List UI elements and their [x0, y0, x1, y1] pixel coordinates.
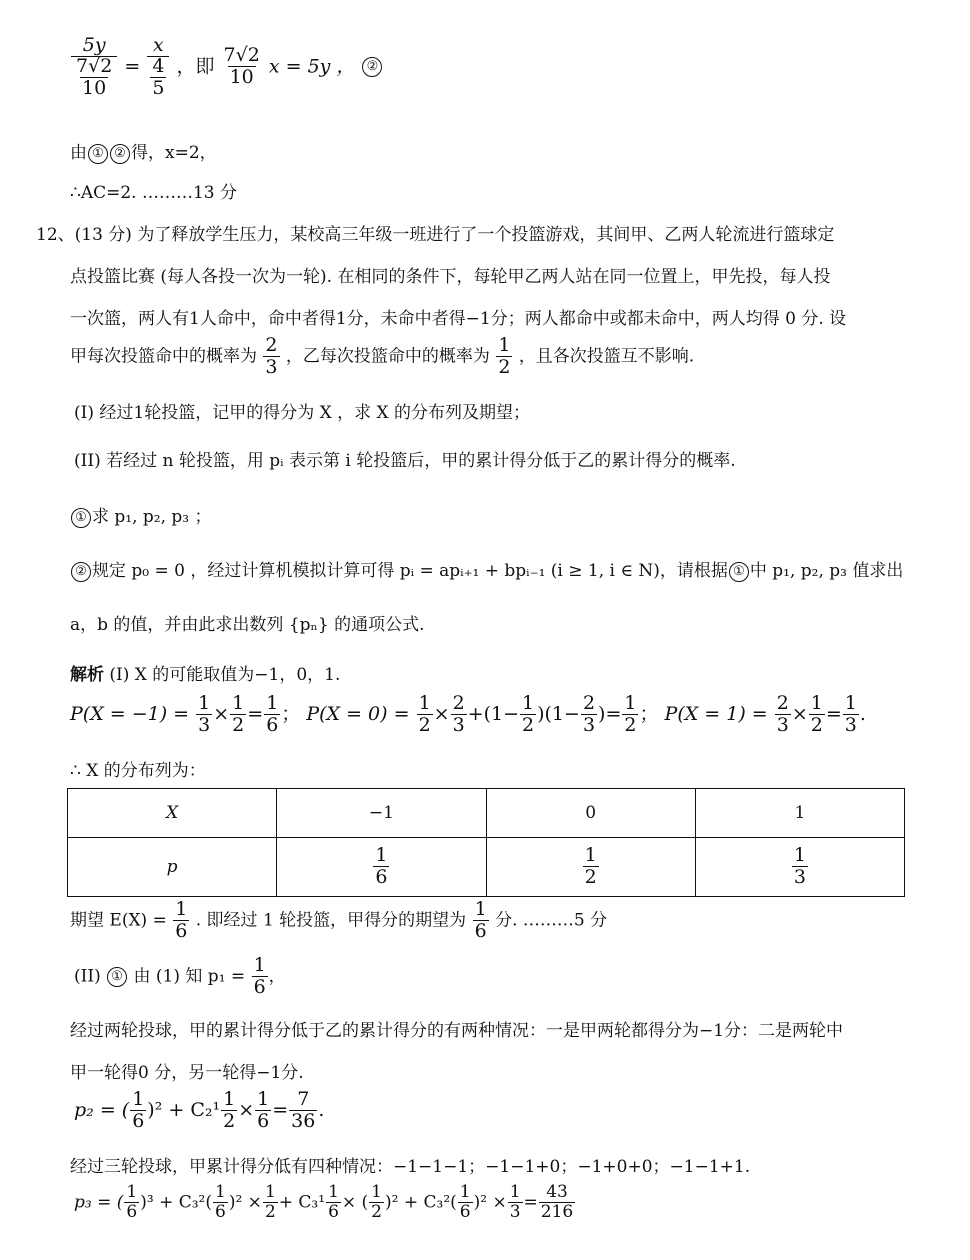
text: 分. ………5 分	[495, 910, 608, 931]
two-rounds-line-2: 甲一轮得0 分，另一轮得−1分.	[70, 1063, 304, 1083]
text: )³ + C₃²(	[140, 1192, 212, 1213]
denominator: 3	[452, 713, 465, 736]
text: p₃ = (	[74, 1192, 124, 1213]
text: 中 p₁, p₂, p₃ 值求出	[749, 561, 904, 581]
numerator: 2	[452, 692, 465, 714]
text: ×	[238, 1098, 255, 1121]
denominator: 6	[215, 1201, 226, 1222]
numerator: 1	[371, 1182, 382, 1202]
denominator: 3	[582, 713, 596, 736]
denominator: 6	[266, 713, 279, 736]
equals: =	[124, 55, 141, 78]
denominator: 2	[584, 866, 597, 889]
question-line-2: 点投篮比赛 (每人各投一次为一轮). 在相同的条件下，每轮甲乙两人站在同一位置上，甲先投，每人投	[70, 267, 831, 287]
table-cell: 0	[486, 789, 695, 838]
subitem-2	[70, 556, 903, 582]
text: P(X = −1) =	[70, 702, 190, 725]
numerator: 1	[624, 692, 637, 714]
circled-number: ①	[88, 144, 108, 164]
denominator: 10	[82, 76, 107, 99]
line-3: ∴AC=2. ………13 分	[70, 183, 238, 203]
text: ，即	[176, 55, 215, 78]
text: ，	[268, 966, 286, 987]
numerator: 2	[582, 692, 596, 714]
denominator: 36	[291, 1109, 316, 1132]
denominator: 6	[474, 919, 487, 942]
numerator: 1	[459, 1182, 471, 1202]
item-2: (II) 若经过 n 轮投篮，用 pᵢ 表示第 i 轮投篮后，甲的累计得分低于乙的累计得分的概率.	[74, 451, 736, 471]
numerator: 1	[375, 844, 388, 867]
denominator: 2	[624, 713, 637, 736]
table-cell	[695, 838, 904, 897]
table-cell	[486, 838, 695, 897]
denominator: 6	[175, 919, 188, 942]
numerator: 1	[844, 692, 857, 714]
table-row	[68, 838, 905, 897]
denominator: 3	[265, 355, 278, 378]
numerator: 1	[810, 692, 823, 714]
text: ，且各次投篮互不影响.	[518, 346, 695, 367]
circled-number: ①	[729, 562, 749, 582]
p3-equation	[74, 1184, 576, 1222]
numerator: 1	[266, 692, 279, 714]
text: 由	[70, 143, 87, 163]
numerator: 7	[297, 1088, 310, 1110]
text: ，乙每次投篮命中的概率为	[285, 346, 490, 367]
line-2	[70, 138, 217, 164]
two-rounds-line-1: 经过两轮投球，甲的累计得分低于乙的累计得分的有两种情况：一是甲两轮都得分为−1分：二是两轮中	[70, 1021, 844, 1041]
denominator: 3	[793, 866, 806, 889]
denominator: 6	[375, 866, 388, 889]
equation-line-1	[70, 36, 383, 99]
denominator: 216	[540, 1201, 574, 1222]
numerator: 5y	[82, 34, 106, 56]
denominator: 6	[132, 1109, 145, 1132]
circled-number: ①	[71, 508, 91, 528]
denominator: 2	[498, 355, 511, 378]
circled-number: ②	[362, 57, 382, 77]
circled-number: ②	[71, 562, 91, 582]
text: P(X = 0) =	[306, 702, 410, 725]
text: 甲每次投篮命中的概率为	[70, 346, 257, 367]
denominator: 2	[223, 1109, 236, 1132]
text: x = 5y ，	[268, 55, 356, 78]
text: )² + C₃²(	[385, 1192, 457, 1213]
numerator: 1	[509, 1182, 521, 1202]
solution-line-1	[70, 660, 340, 685]
denominator: 3	[509, 1201, 521, 1222]
table-cell: X	[68, 789, 277, 838]
table-cell: −1	[277, 789, 486, 838]
text: )² + C₂¹	[147, 1098, 221, 1121]
text: )² ×	[473, 1192, 507, 1213]
denominator: 2	[810, 713, 823, 736]
numerator: 2	[265, 334, 278, 356]
text: =	[523, 1192, 538, 1213]
numerator: 1	[232, 692, 245, 714]
denominator: 2	[232, 713, 245, 736]
numerator: 43	[546, 1182, 568, 1202]
numerator: 1	[175, 898, 188, 920]
text: . 即经过 1 轮投篮，甲得分的期望为	[195, 910, 467, 931]
numerator: 1	[264, 1182, 276, 1202]
denominator: 5	[152, 76, 165, 99]
numerator: 4	[152, 54, 165, 77]
denominator: 2	[264, 1201, 276, 1222]
numerator: 7√2	[76, 54, 113, 77]
text: =	[272, 1098, 289, 1121]
numerator: 1	[215, 1182, 226, 1202]
probability-line: P(X = −1) = $\frac{1}{3}$ × $\frac{1}{2}$ = $\frac{1}{6}$ ； P(X = 0) = $\frac{1}{2}$ × $\frac{2}{3}$ +(1− $\frac{1}{2}$ )(1− $\frac{2}{3}$ )= $\frac{1}{2}$ ； P(X = 1) = $\frac{2}{3}$ × $\frac{1}{2}$ = $\frac{1}{3}$ .	[70, 692, 866, 736]
text: )² ×	[228, 1192, 262, 1213]
circled-number: ②	[110, 144, 130, 164]
text: (II)	[74, 966, 101, 987]
solution-label: 解析	[70, 665, 104, 685]
three-rounds-line: 经过三轮投球，甲累计得分低有四种情况：−1−1−1；−1−1+0；−1+0+0；−1−1+1.	[70, 1157, 751, 1177]
circled-number: ①	[107, 967, 127, 987]
denominator: 6	[257, 1109, 270, 1132]
denominator: 3	[776, 713, 789, 736]
denominator: 6	[253, 975, 266, 998]
distribution-table	[67, 788, 905, 897]
table-cell: p	[68, 838, 277, 897]
numerator: 2	[776, 692, 789, 714]
table-row	[68, 789, 905, 838]
numerator: 1	[223, 1088, 236, 1110]
numerator: 1	[498, 334, 511, 356]
denominator: 3	[844, 713, 857, 736]
numerator: 1	[793, 844, 806, 867]
numerator: 7√2	[223, 44, 260, 67]
denominator: 6	[328, 1201, 339, 1222]
text: + C₃¹	[278, 1192, 326, 1213]
numerator: 1	[474, 898, 487, 920]
denominator: 2	[371, 1201, 382, 1222]
denominator	[71, 56, 117, 99]
text: p₂ = (	[74, 1098, 130, 1121]
text: 求 p₁, p₂, p₃ ；	[92, 507, 212, 527]
text: 由 (1) 知 p₁ =	[133, 966, 246, 987]
denominator: 6	[459, 1201, 471, 1222]
fraction	[222, 46, 262, 88]
text: 期望 E(X) =	[70, 910, 167, 931]
part-2-line	[74, 956, 286, 998]
fraction	[147, 36, 169, 99]
denominator: 2	[522, 713, 535, 736]
text: × (	[341, 1192, 369, 1213]
numerator: x	[153, 34, 164, 56]
expectation-line	[70, 900, 607, 942]
text: P(X = 1) =	[664, 702, 768, 725]
text: .	[318, 1098, 325, 1121]
question-line-4	[70, 336, 694, 378]
fraction	[71, 36, 117, 99]
numerator: 1	[522, 692, 535, 714]
numerator: 1	[198, 692, 211, 714]
denominator: 6	[126, 1201, 138, 1222]
numerator: 1	[328, 1182, 339, 1202]
denominator: 3	[198, 713, 211, 736]
numerator: 1	[418, 692, 431, 714]
text: (I) X 的可能取值为−1，0，1.	[109, 665, 341, 685]
denominator	[147, 56, 169, 99]
numerator: 1	[253, 954, 266, 976]
subitem-1	[70, 502, 212, 528]
p2-equation	[74, 1090, 324, 1132]
item-1: (I) 经过1轮投篮，记甲的得分为 X ，求 X 的分布列及期望；	[74, 403, 531, 423]
numerator: 1	[257, 1088, 270, 1110]
numerator: 1	[126, 1182, 138, 1202]
table-cell	[277, 838, 486, 897]
denominator: 2	[418, 713, 431, 736]
numerator: 1	[584, 844, 597, 867]
question-line-1: 12、(13 分) 为了释放学生压力，某校高三年级一班进行了一个投篮游戏，其间甲、乙两人轮流进行篮球定	[36, 225, 835, 245]
subitem-2-cont: a，b 的值，并由此求出数列 {pₙ} 的通项公式.	[70, 615, 425, 635]
text: 规定 p₀ = 0 ，经过计算机模拟计算可得 pᵢ = apᵢ₊₁ + bpᵢ₋₁ (i ≥ 1, i ∈ N)，请根据	[92, 561, 728, 581]
text: 得，x=2，	[131, 143, 217, 163]
question-line-3: 一次篮，两人有1人命中，命中者得1分，未命中者得−1分；两人都命中或都未命中，两人均得 0 分. 设	[70, 309, 847, 329]
denominator: 10	[229, 66, 254, 89]
numerator: 1	[132, 1088, 145, 1110]
distribution-intro: ∴ X 的分布列为：	[70, 761, 206, 781]
table-cell: 1	[695, 789, 904, 838]
